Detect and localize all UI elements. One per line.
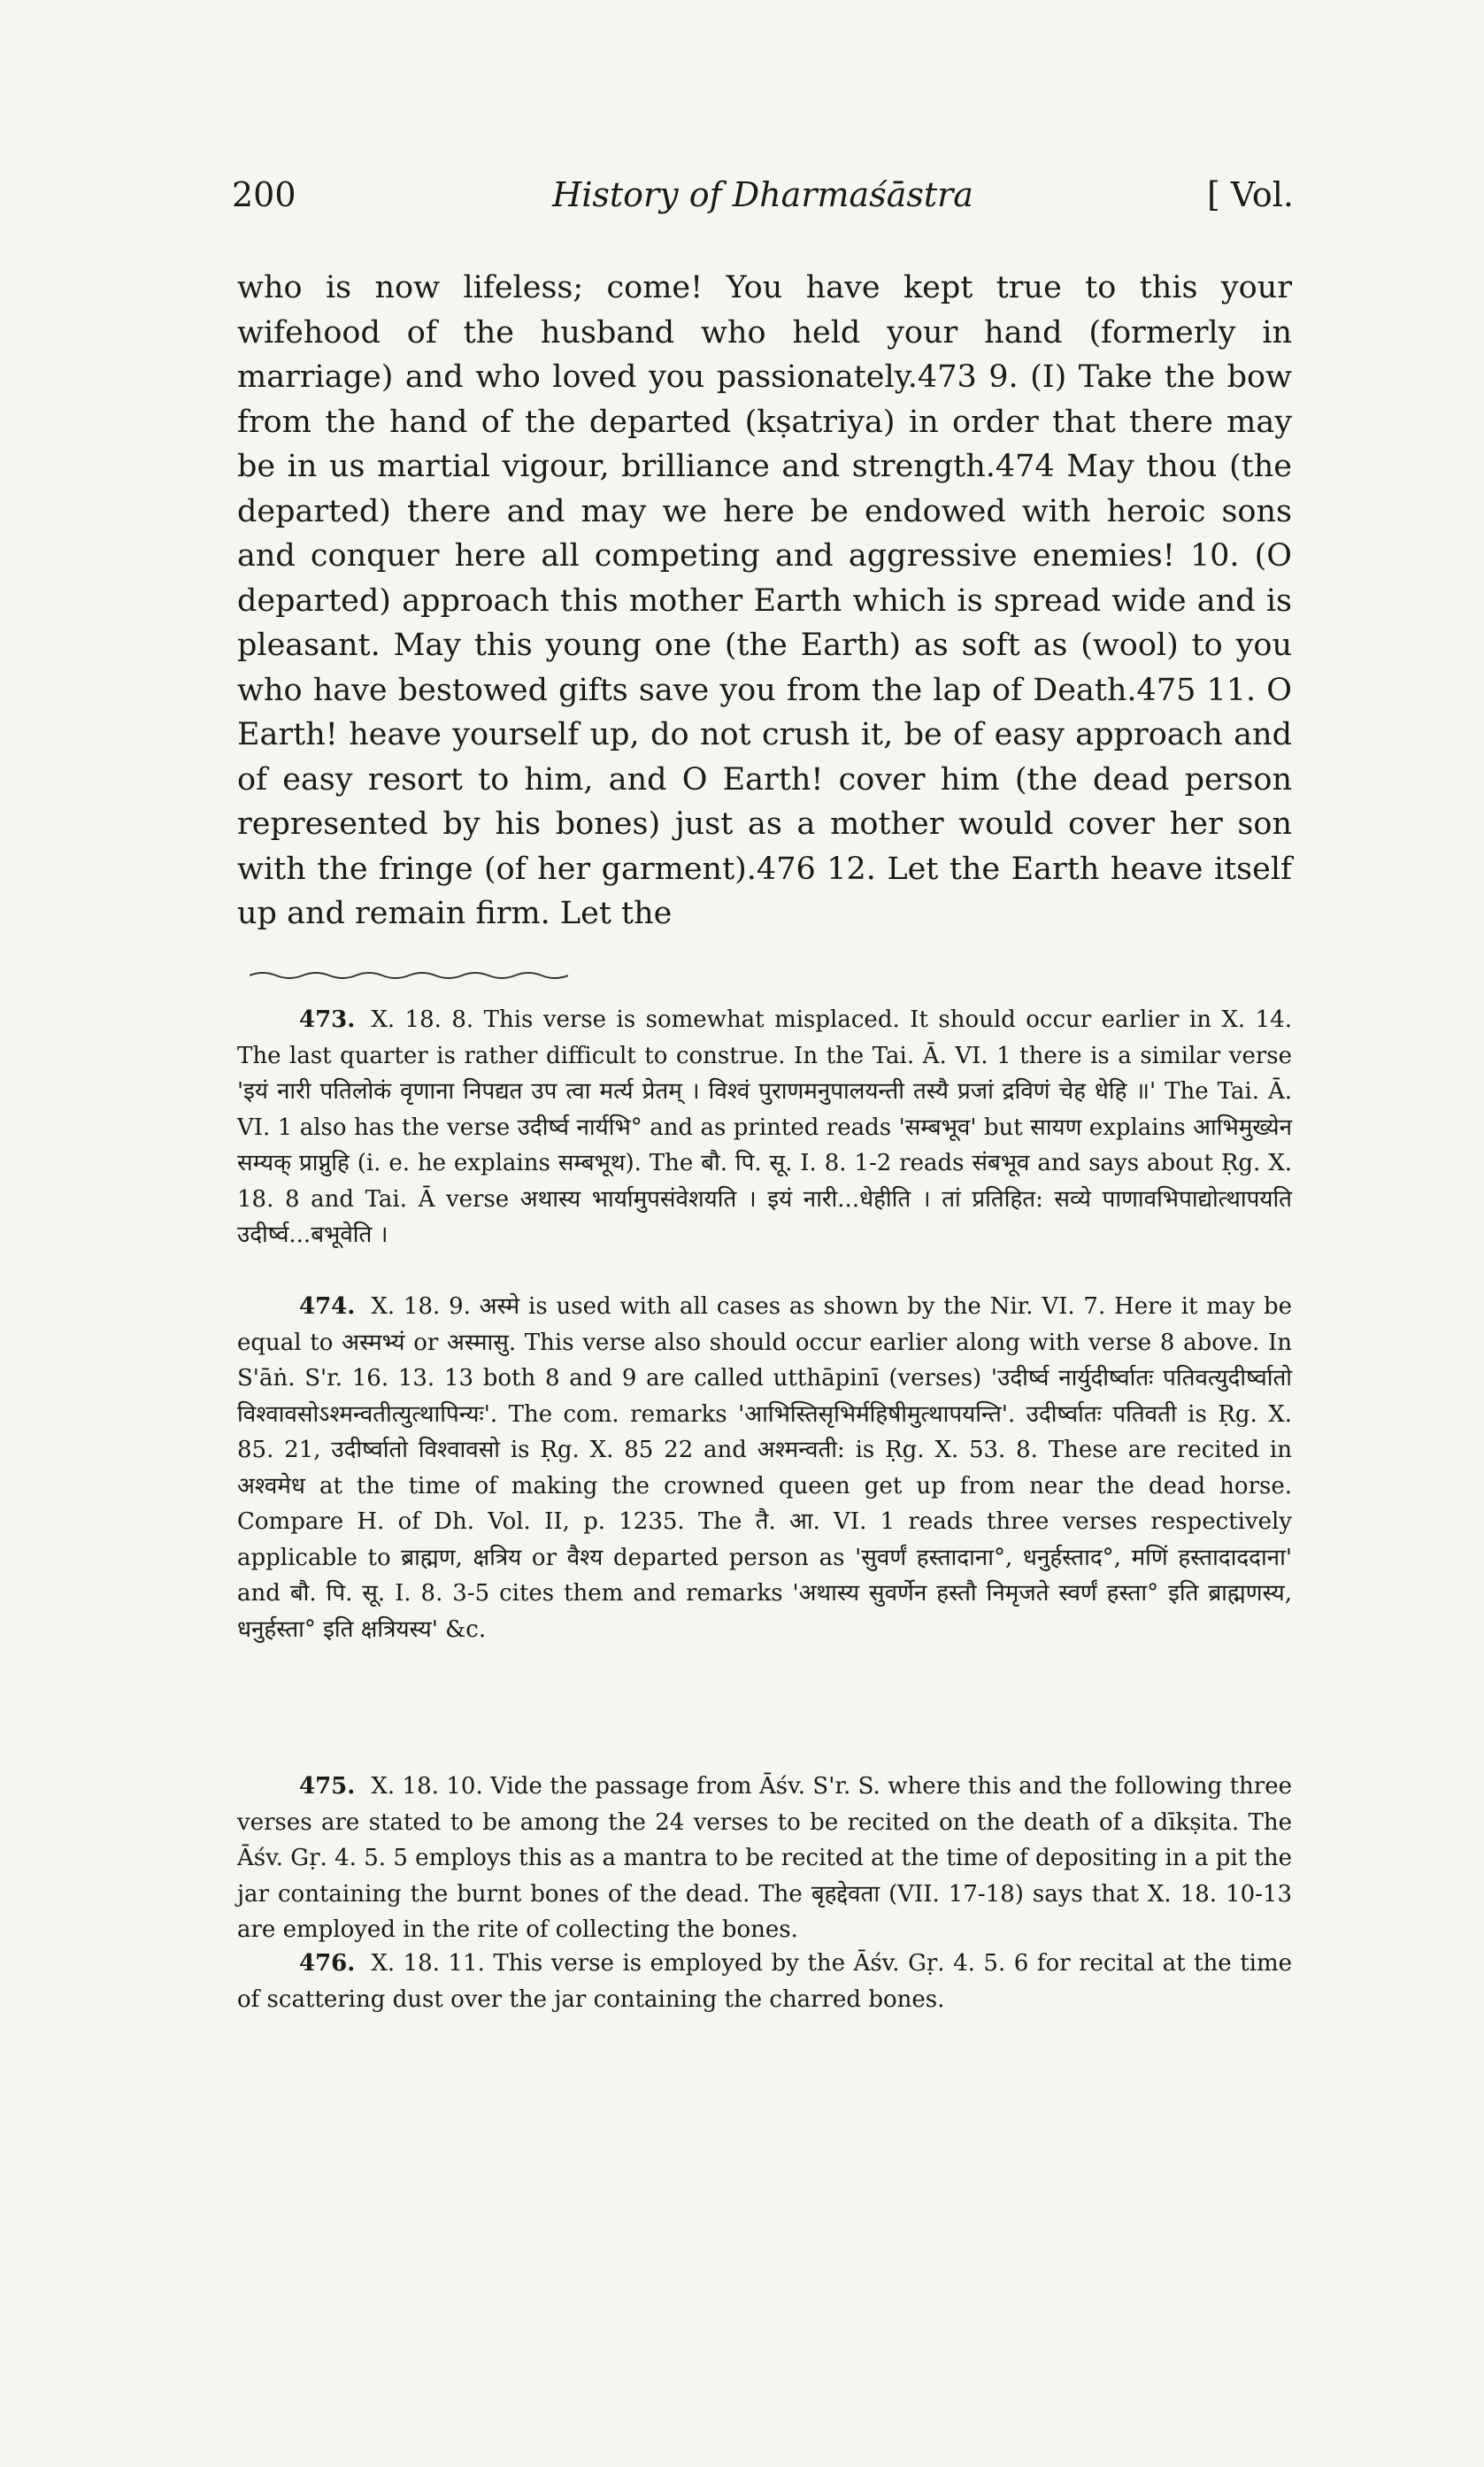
footnote-473 (237, 1002, 1292, 1253)
volume-label: [ Vol. (1207, 175, 1294, 214)
main-body-text: who is now lifeless; come! You have kept true to this your wifehood of the husband who held your hand (formerly in marriage) and who loved you passionately.473 9. (I) Take the bow from the hand of the departed (kṣatriya) in order that there may be in us martial vigour, brilliance and strength.474 May thou (the departed) there and may we here be endowed with heroic sons and conquer here all competing and aggressive enemies! 10. (O departed) approach this mother Earth which is spread wide and is pleasant. May this young one (the Earth) as soft as (wool) to you who have bestowed gifts save you from the lap of Death.475 11. O Earth! heave yourself up, do not crush it, be of easy approach and of easy resort to him, and O Earth! cover him (the dead person represented by his bones) just as a mother would cover her son with the fringe (of her garment).476 12. Let the Earth heave itself up and remain firm. Let the (237, 270, 1292, 931)
footnote-number: 474. (299, 1293, 356, 1320)
footnote-number: 476. (299, 1950, 356, 1977)
page-number: 200 (232, 175, 296, 214)
footnote-text: X. 18. 10. Vide the passage from Āśv. S'r. S. where this and the following three verses are stated to be among the 24 verses to be recited on the death of a dīkṣita. The Āśv. Gṛ. 4. 5. 5 employs this as a mantra to be recited at the time of depositing in a pit the jar containing the burnt bones of the dead. The बृहद्देवता (VII. 17-18) says that X. 18. 10-13 are employed in the rite of collecting the bones. (237, 1773, 1292, 1943)
footnote-text: X. 18. 11. This verse is employed by the Āśv. Gṛ. 4. 5. 6 for recital at the time of scattering dust over the jar containing the charred bones. (237, 1950, 1292, 2013)
footnote-number: 475. (299, 1773, 356, 1800)
page-header (232, 175, 1294, 228)
running-title: History of Dharmaśāstra (552, 175, 973, 214)
footnote-text: X. 18. 9. अस्मे is used with all cases as shown by the Nir. VI. 7. Here it may be equal to अस्मभ्यं or अस्मासु. This verse also should occur earlier along with verse 8 above. In S'āṅ. S'r. 16. 13. 13 both 8 and 9 are called utthāpinī (verses) 'उदीर्ष्व नार्युदीर्ष्वातः पतिवत्युदीर्ष्वातो विश्वावसोऽश्मन्वतीत्युत्थापिन्यः'. The com. remarks 'आभिस्तिसृभिर्महिषीमुत्थापयन्ति'. उदीर्ष्वातः पतिवती is Ṛg. X. 85. 21, उदीर्ष्वातो विश्वावसो is Ṛg. X. 85 22 and अश्मन्वती: is Ṛg. X. 53. 8. These are recited in अश्वमेध at the time of making the crowned queen get up from near the dead horse. Compare H. of Dh. Vol. II, p. 1235. The तै. आ. VI. 1 reads three verses respectively applicable to ब्राह्मण, क्षत्रिय or वैश्य departed person as 'सुवर्णं हस्तादाना°, धनुर्हस्ताद°, मणिं हस्तादाददाना' and बौ. पि. सू. I. 8. 3-5 cites them and remarks 'अथास्य सुवर्णेन हस्तौ निमृजते स्वर्णं हस्ता° इति ब्राह्मणस्य, धनुर्हस्ता° इति क्षत्रियस्य' &c. (237, 1293, 1292, 1643)
footnote-475 (237, 1769, 1292, 1948)
footnote-number: 473. (299, 1006, 356, 1033)
footnote-separator (250, 970, 568, 981)
footnote-text: X. 18. 8. This verse is somewhat misplaced. It should occur earlier in X. 14. The last quarter is rather difficult to construe. In the Tai. Ā. VI. 1 there is a similar verse 'इयं नारी पतिलोकं वृणाना निपद्यत उप त्वा मर्त्य प्रेतम् । विश्वं पुराणमनुपालयन्ती तस्यै प्रजां द्रविणं चेह धेहि ॥' The Tai. Ā. VI. 1 also has the verse उदीर्ष्व नार्यभि° and as printed reads 'सम्बभूव' but सायण explains आभिमुख्येन सम्यक् प्राप्नुहि (i. e. he explains सम्बभूथ). The बौ. पि. सू. I. 8. 1-2 reads संबभूव and says about Ṛg. X. 18. 8 and Tai. Ā verse अथास्य भार्यामुपसंवेशयति । इयं नारी...धेहीति । तां प्रतिहित: सव्ये पाणावभिपाद्योत्थापयति उदीर्ष्व...बभूवेति । (237, 1006, 1292, 1248)
footnote-476 (237, 1946, 1292, 2017)
footnote-474 (237, 1289, 1292, 1647)
